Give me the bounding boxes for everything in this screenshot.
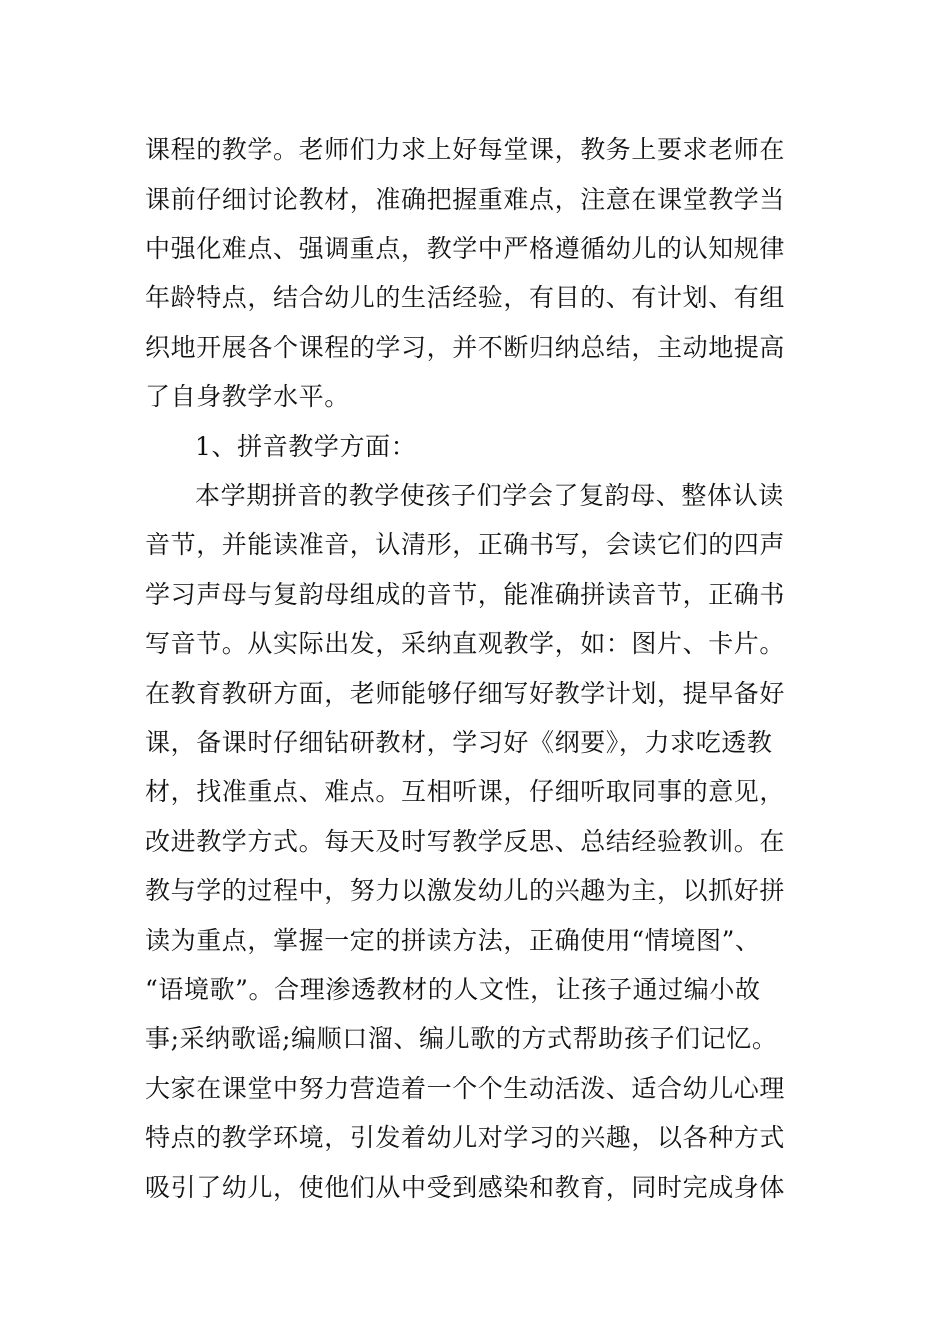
text-line: 大家在课堂中努力营造着一个个生动活泼、适合幼儿心理 <box>145 1074 786 1103</box>
text-line: 材，找准重点、难点。互相听课，仔细听取同事的意见， <box>145 777 786 806</box>
text-line: 年龄特点，结合幼儿的生活经验，有目的、有计划、有组 <box>145 283 786 312</box>
text-line: 课程的教学。老师们力求上好每堂课，教务上要求老师在 <box>145 135 786 164</box>
text-line: 课，备课时仔细钻研教材，学习好《纲要》，力求吃透教 <box>145 728 773 757</box>
text-line: 本学期拼音的教学使孩子们学会了复韵母、整体认读 <box>195 481 784 510</box>
section-heading: 1、拼音教学方面： <box>195 432 417 461</box>
text-line: 写音节。从实际出发，采纳直观教学，如：图片、卡片。 <box>145 629 786 658</box>
text-line: 中强化难点、强调重点，教学中严格遵循幼儿的认知规律 <box>145 234 786 263</box>
text-line: 在教育教研方面，老师能够仔细写好教学计划，提早备好 <box>145 679 786 708</box>
text-line: “语境歌”。合理渗透教材的人文性，让孩子通过编小故 <box>145 975 761 1004</box>
text-line: 事;采纳歌谣;编顺口溜、编儿歌的方式帮助孩子们记忆。 <box>145 1024 778 1053</box>
text-line: 读为重点，掌握一定的拼读方法，正确使用“情境图”、 <box>145 926 761 955</box>
text-line: 教与学的过程中，努力以激发幼儿的兴趣为主，以抓好拼 <box>145 876 786 905</box>
text-line: 音节，并能读准音，认清形，正确书写，会读它们的四声 <box>145 530 786 559</box>
text-line: 特点的教学环境，引发着幼儿对学习的兴趣，以各种方式 <box>145 1123 786 1152</box>
text-line: 课前仔细讨论教材，准确把握重难点，注意在课堂教学当 <box>145 185 786 214</box>
text-line: 织地开展各个课程的学习，并不断归纳总结，主动地提高 <box>145 333 786 362</box>
text-line: 改进教学方式。每天及时写教学反思、总结经验教训。在 <box>145 827 786 856</box>
text-line: 了自身教学水平。 <box>145 382 350 411</box>
text-line: 学习声母与复韵母组成的音节，能准确拼读音节，正确书 <box>145 580 786 609</box>
text-line: 吸引了幼儿，使他们从中受到感染和教育，同时完成身体 <box>145 1173 786 1202</box>
